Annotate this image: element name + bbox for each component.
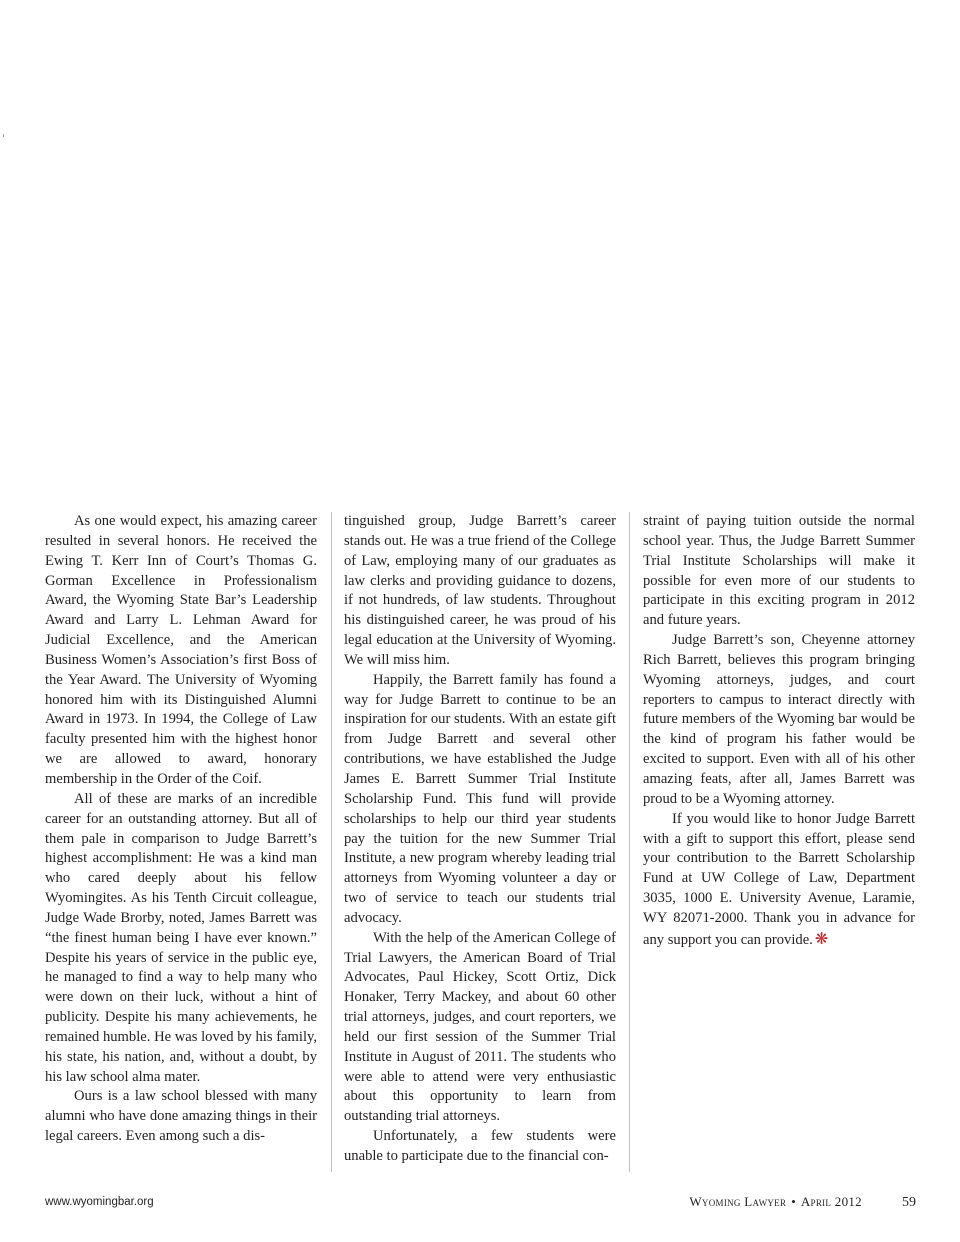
paragraph-trial-institute: With the help of the American College of Trial Lawyers, the American Board of Trial Advocates, Paul Hickey, Scott Ortiz, Dick Honaker, Terry Mackey, and about 60 other trial attorneys, judges, and court reporters, we held our first session of the Summer Trial Institute in August of 2011. The students who were able to attend were very enthusiastic about this opportunity to learn from outstanding trial attorneys. [344,929,616,1125]
paragraph-honors: As one would expect, his amazing career resulted in several honors. He received the Ewing T. Kerr Inn of Court’s Thomas G. Gorman Excellence in Professionalism Award, the Wyoming State Bar’s Leadership Award and Larry L. Lehman Award for Judicial Excellence, and the American Business Women’s Association’s first Boss of the Year Award. The University of Wyoming honored him with its Distinguished Alumni Award in 1973. In 1994, the College of Law faculty presented him with the highest honor we are allowed to award, honorary membership in the Order of the Coif. [45,513,317,787]
article-column-2 [344,512,616,1167]
paragraph-donation-appeal [643,810,915,951]
paragraph-scholarship-fund: Happily, the Barrett family has found a way for Judge Barrett to continue to be an inspiration for our students. With an estate gift from Judge Barrett and several other contributions, we have established the Judge James E. Barrett Summer Trial Institute Scholarship Fund. This fund will provide scholarships to help our third year students pay the tuition for the new Summer Trial Institute, a new program whereby leading trial attorneys from Wyoming volunteer a day or two of service to teach our students trial advocacy. [344,671,616,926]
article-column-3 [643,512,915,951]
page-number: 59 [902,1195,916,1210]
paragraph-rich-barrett: Judge Barrett’s son, Cheyenne attorney Rich Barrett, believes this program bringing Wyoming attorneys, judges, and court reporters to campus to interact directly with future members of the Wyoming bar would be the kind of program his father would be excited to support. Even with all of his other amazing feats, after all, James Barrett was proud to be a Wyoming attorney. [643,632,915,807]
end-of-article-icon: ❋ [814,928,829,948]
column-divider-1 [331,512,332,1172]
donation-appeal-text: If you would like to honor Judge Barrett with a gift to support this effort, please send your contribution to the Barrett Scholarship Fund at UW College of Law, Department 3035, 1000 E. University Avenue, Laramie, WY 82071-2000. Thank you in advance for any support you can provide. [643,810,915,948]
paragraph-alumni: Ours is a law school blessed with many alumni who have done amazing things in their legal careers. Even among such a dis- [45,1088,317,1145]
footer-bullet: • [791,1194,796,1209]
footer-website: www.wyomingbar.org [45,1196,154,1208]
column-divider-2 [629,512,630,1172]
footer-folio [689,1194,916,1211]
article-column-1 [45,512,317,1147]
paragraph-distinguished-group: tinguished group, Judge Barrett’s career stands out. He was a true friend of the College of Law, employing many of our graduates as law clerks and providing guidance to dozens, if not hundreds, of law students. Throughout his distinguished career, he was proud of his legal education at the University of Wyoming. We will miss him. [344,513,616,668]
stray-scan-mark [3,134,4,137]
paragraph-unable-to-participate: Unfortunately, a few students were unable to participate due to the financial con- [344,1128,616,1164]
footer-issue-date: April 2012 [800,1194,862,1209]
paragraph-tuition-constraint: straint of paying tuition outside the normal school year. Thus, the Judge Barrett Summer Trial Institute Scholarships will make it possible for even more of our students to participate in this exciting program in 2012 and future years. [643,513,915,629]
footer-publication: Wyoming Lawyer [689,1194,787,1209]
paragraph-kind-man: All of these are marks of an incredible career for an outstanding attorney. But all of them pale in comparison to Judge Barrett’s highest accomplishment: He was a kind man who cared deeply about his fellow Wyomingites. As his Tenth Circuit colleague, Judge Wade Brorby, noted, James Barrett was “the finest human being I have ever known.” Despite his years of service in the public eye, he managed to find a way to help many who were down on their luck, without a hint of publicity. Despite his many achievements, he remained humble. He was loved by his family, his state, his nation, and, without a doubt, by his law school alma mater. [45,790,317,1085]
